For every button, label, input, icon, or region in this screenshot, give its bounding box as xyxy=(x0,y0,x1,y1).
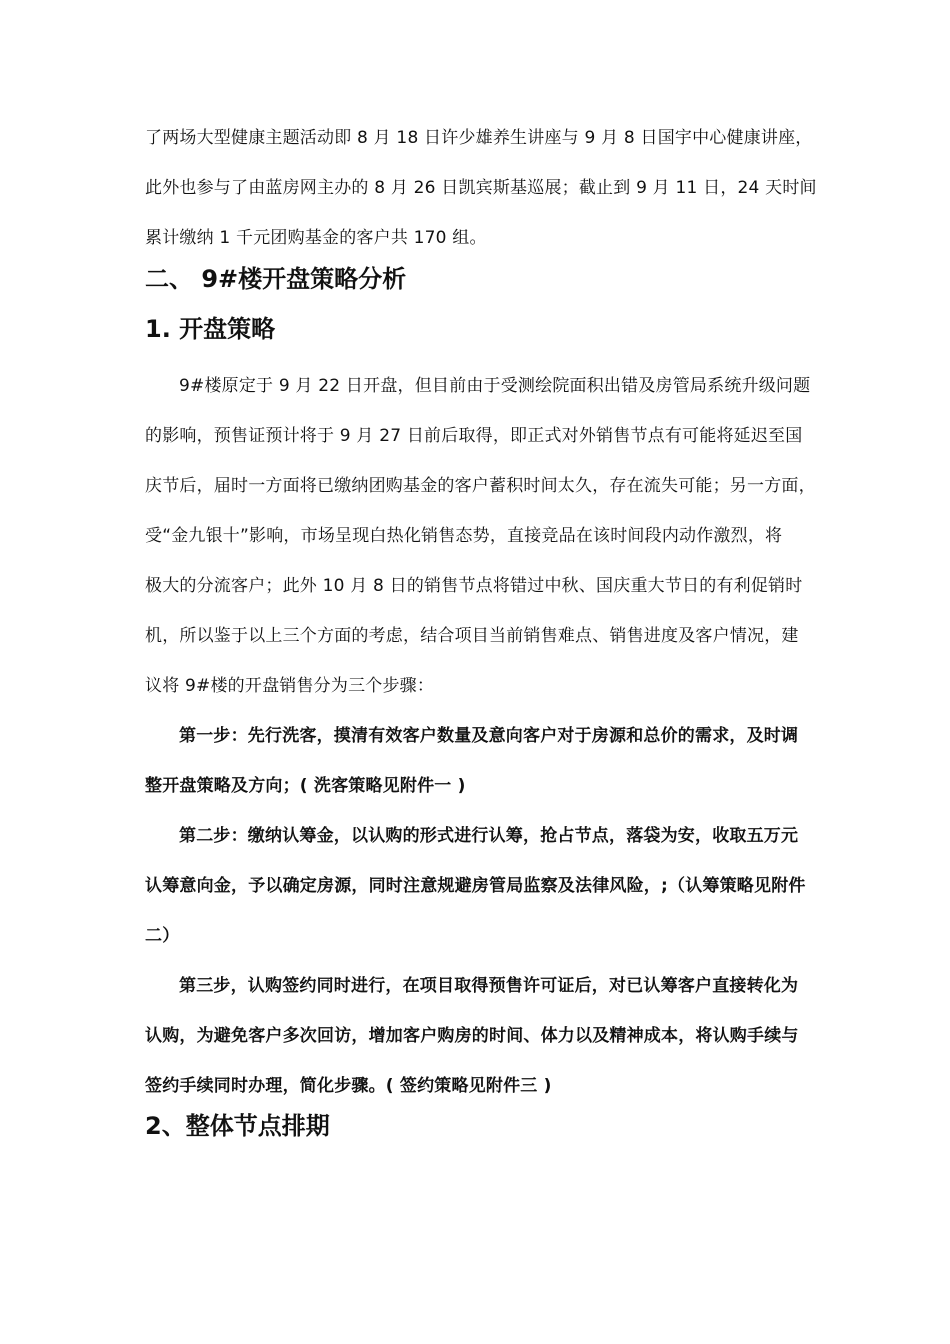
step-2-line-2: 认筹意向金，予以确定房源，同时注意规避房管局监察及法律风险，;（认筹策略见附件 xyxy=(145,876,806,896)
paragraph-line: 的影响，预售证预计将于 9 月 27 日前后取得，即正式对外销售节点有可能将延迟至国 xyxy=(145,426,803,446)
paragraph-line: 极大的分流客户；此外 10 月 8 日的销售节点将错过中秋、国庆重大节日的有利促销时 xyxy=(145,576,803,596)
step-3-line-3: 签约手续同时办理，简化步骤。( 签约策略见附件三 ) xyxy=(145,1076,552,1096)
paragraph-line: 庆节后，届时一方面将已缴纳团购基金的客户蓄积时间太久，存在流失可能；另一方面， xyxy=(145,476,816,496)
subsection-1-heading: 1. 开盘策略 xyxy=(145,315,276,343)
intro-line-2: 此外也参与了由蓝房网主办的 8 月 26 日凯宾斯基巡展；截止到 9 月 11 日，24 天时间 xyxy=(145,178,817,198)
step-3-line-2: 认购，为避免客户多次回访，增加客户购房的时间、体力以及精神成本，将认购手续与 xyxy=(145,1026,799,1046)
intro-line-3: 累计缴纳 1 千元团购基金的客户共 170 组。 xyxy=(145,228,487,248)
step-2-line-1: 第二步：缴纳认筹金，以认购的形式进行认筹，抢占节点，落袋为安，收取五万元 xyxy=(179,826,799,846)
paragraph-line: 机，所以鉴于以上三个方面的考虑，结合项目当前销售难点、销售进度及客户情况，建 xyxy=(145,626,799,646)
paragraph-line: 9#楼原定于 9 月 22 日开盘，但目前由于受测绘院面积出错及房管局系统升级问题 xyxy=(179,376,811,396)
subsection-2-heading: 2、整体节点排期 xyxy=(145,1112,330,1140)
step-2-line-3: 二） xyxy=(145,926,180,946)
intro-line-1: 了两场大型健康主题活动即 8 月 18 日许少雄养生讲座与 9 月 8 日国宇中心健康讲座， xyxy=(145,128,813,148)
paragraph-line: 议将 9#楼的开盘销售分为三个步骤： xyxy=(145,676,435,696)
step-1-line-1: 第一步：先行洗客，摸清有效客户数量及意向客户对于房源和总价的需求，及时调 xyxy=(179,726,799,746)
step-3-line-1: 第三步，认购签约同时进行，在项目取得预售许可证后，对已认筹客户直接转化为 xyxy=(179,976,799,996)
paragraph-line: 受“金九银十”影响，市场呈现白热化销售态势，直接竞品在该时间段内动作激烈，将 xyxy=(145,526,783,546)
step-1-line-2: 整开盘策略及方向；( 洗客策略见附件一 ) xyxy=(145,776,466,796)
section-2-heading: 二、 9#楼开盘策略分析 xyxy=(145,265,407,293)
